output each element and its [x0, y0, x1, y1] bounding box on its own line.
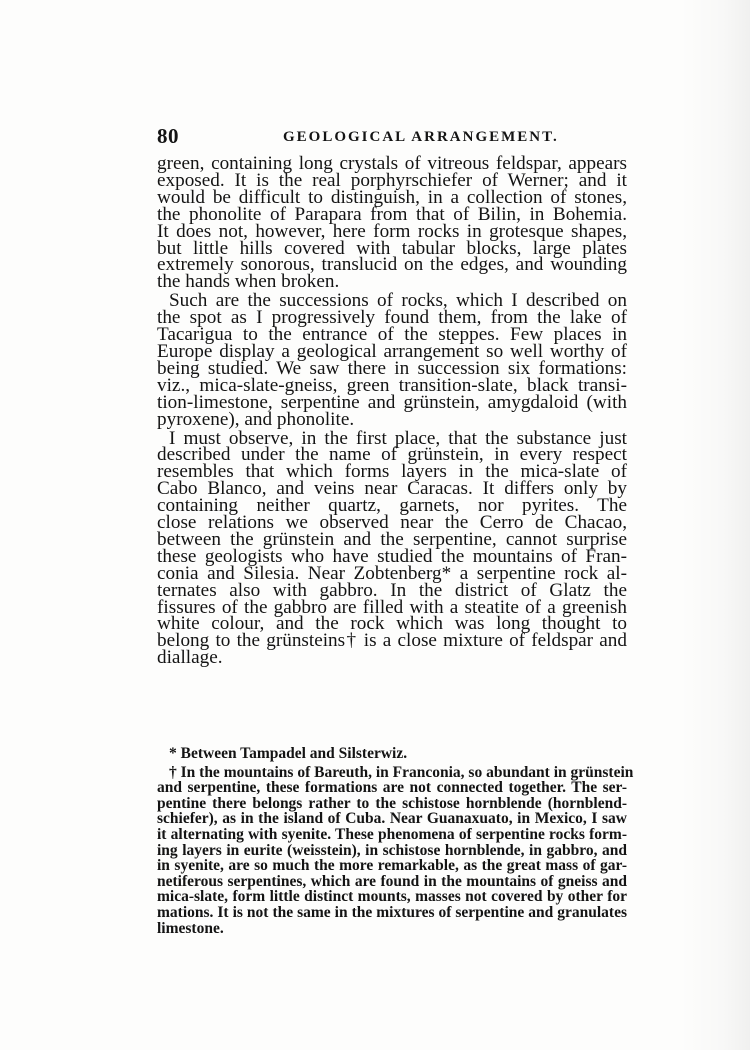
- text-line: being studied. We saw there in succession six formations:: [157, 357, 627, 379]
- text-line: belong to the grünsteins† is a close mixture of feldspar and: [157, 630, 627, 652]
- paragraph-3: [157, 427, 627, 669]
- footnote-1: [157, 746, 627, 762]
- main-text: [157, 153, 627, 669]
- text-line: close relations we observed near the Cerro de Chacao,: [157, 512, 627, 534]
- text-line: ternates also with gabbro. In the district of Glatz the: [157, 579, 627, 601]
- text-line: but little hills covered with tabular blocks, large plates: [157, 237, 627, 259]
- text-line: conia and Silesia. Near Zobtenberg* a serpentine rock al-: [157, 562, 627, 584]
- footnote-line: schiefer), as in the island of Cuba. Near Guanaxuato, in Mexico, I saw: [157, 810, 627, 828]
- text-line: these geologists who have studied the mountains of Fran-: [157, 545, 627, 567]
- paragraph-2: [157, 290, 627, 430]
- text-line: would be difficult to distinguish, in a collection of stones,: [157, 186, 627, 208]
- footnote-line: * Between Tampadel and Silsterwiz.: [169, 745, 408, 762]
- text-line: Tacarigua to the entrance of the steppes. Few places in: [157, 324, 627, 346]
- footnote-line: † In the mountains of Bareuth, in Franconia, so abundant in grünstein: [169, 763, 634, 781]
- text-line: diallage.: [157, 647, 223, 669]
- running-head: GEOLOGICAL ARRANGEMENT.: [283, 129, 559, 145]
- text-line: tion-limestone, serpentine and grünstein, amygdaloid (with: [157, 391, 627, 413]
- text-line: white colour, and the rock which was long thought to: [157, 613, 627, 635]
- footnote-line: it alternating with syenite. These phenomena of serpentine rocks form-: [157, 825, 627, 843]
- footnote-line: netiferous serpentines, which are found in the mountains of gneiss and: [157, 872, 627, 890]
- text-line: between the grünstein and the serpentine, cannot surprise: [157, 528, 627, 550]
- text-line: I must observe, in the first place, that the substance just: [169, 427, 627, 449]
- text-line: the spot as I progressively found them, from the lake of: [157, 307, 627, 329]
- text-line: Europe display a geological arrangement so well worthy of: [157, 340, 627, 362]
- page-number: 80: [157, 124, 179, 148]
- footnote-line: and serpentine, these formations are not connected together. The ser-: [157, 779, 627, 797]
- text-line: pyroxene), and phonolite.: [157, 408, 355, 430]
- text-line: exposed. It is the real porphyrschiefer of Werner; and it: [157, 169, 627, 191]
- text-line: containing neither quartz, garnets, nor pyrites. The: [157, 495, 627, 517]
- text-line: green, containing long crystals of vitreous feldspar, appears: [157, 153, 627, 174]
- text-line: fissures of the gabbro are filled with a steatite of a greenish: [157, 596, 627, 618]
- text-line: resembles that which forms layers in the mica-slate of: [157, 461, 627, 483]
- footnote-line: mations. It is not the same in the mixtures of serpentine and granulates: [157, 903, 627, 921]
- paragraph-1: [157, 153, 627, 293]
- text-line: viz., mica-slate-gneiss, green transition-slate, black transi-: [157, 374, 627, 396]
- text-line: the phonolite of Parapara from that of Bilin, in Bohemia.: [157, 203, 627, 225]
- page-edge-shadow: [680, 0, 750, 1050]
- text-line: the hands when broken.: [157, 271, 340, 293]
- text-line: described under the name of grünstein, in every respect: [157, 444, 627, 466]
- text-line: Such are the successions of rocks, which I described on: [169, 290, 627, 312]
- footnote-line: ing layers in eurite (weisstein), in schistose hornblende, in gabbro, and: [157, 841, 627, 859]
- text-line: Cabo Blanco, and veins near Caracas. It differs only by: [157, 478, 627, 500]
- footnotes: [157, 745, 634, 937]
- footnote-line: in syenite, are so much the more remarkable, as the great mass of gar-: [157, 857, 627, 875]
- text-line: extremely sonorous, translucid on the edges, and wounding: [157, 254, 627, 276]
- footnote-2: [157, 763, 634, 937]
- page-header: [157, 124, 627, 154]
- text-line: It does not, however, here form rocks in grotesque shapes,: [157, 220, 627, 242]
- footnote-line: mica-slate, form little distinct mounts, masses not covered by other for: [157, 888, 627, 906]
- footnote-line: pentine there belongs rather to the schistose hornblende (hornblend-: [157, 794, 627, 812]
- footnote-line: limestone.: [157, 919, 224, 937]
